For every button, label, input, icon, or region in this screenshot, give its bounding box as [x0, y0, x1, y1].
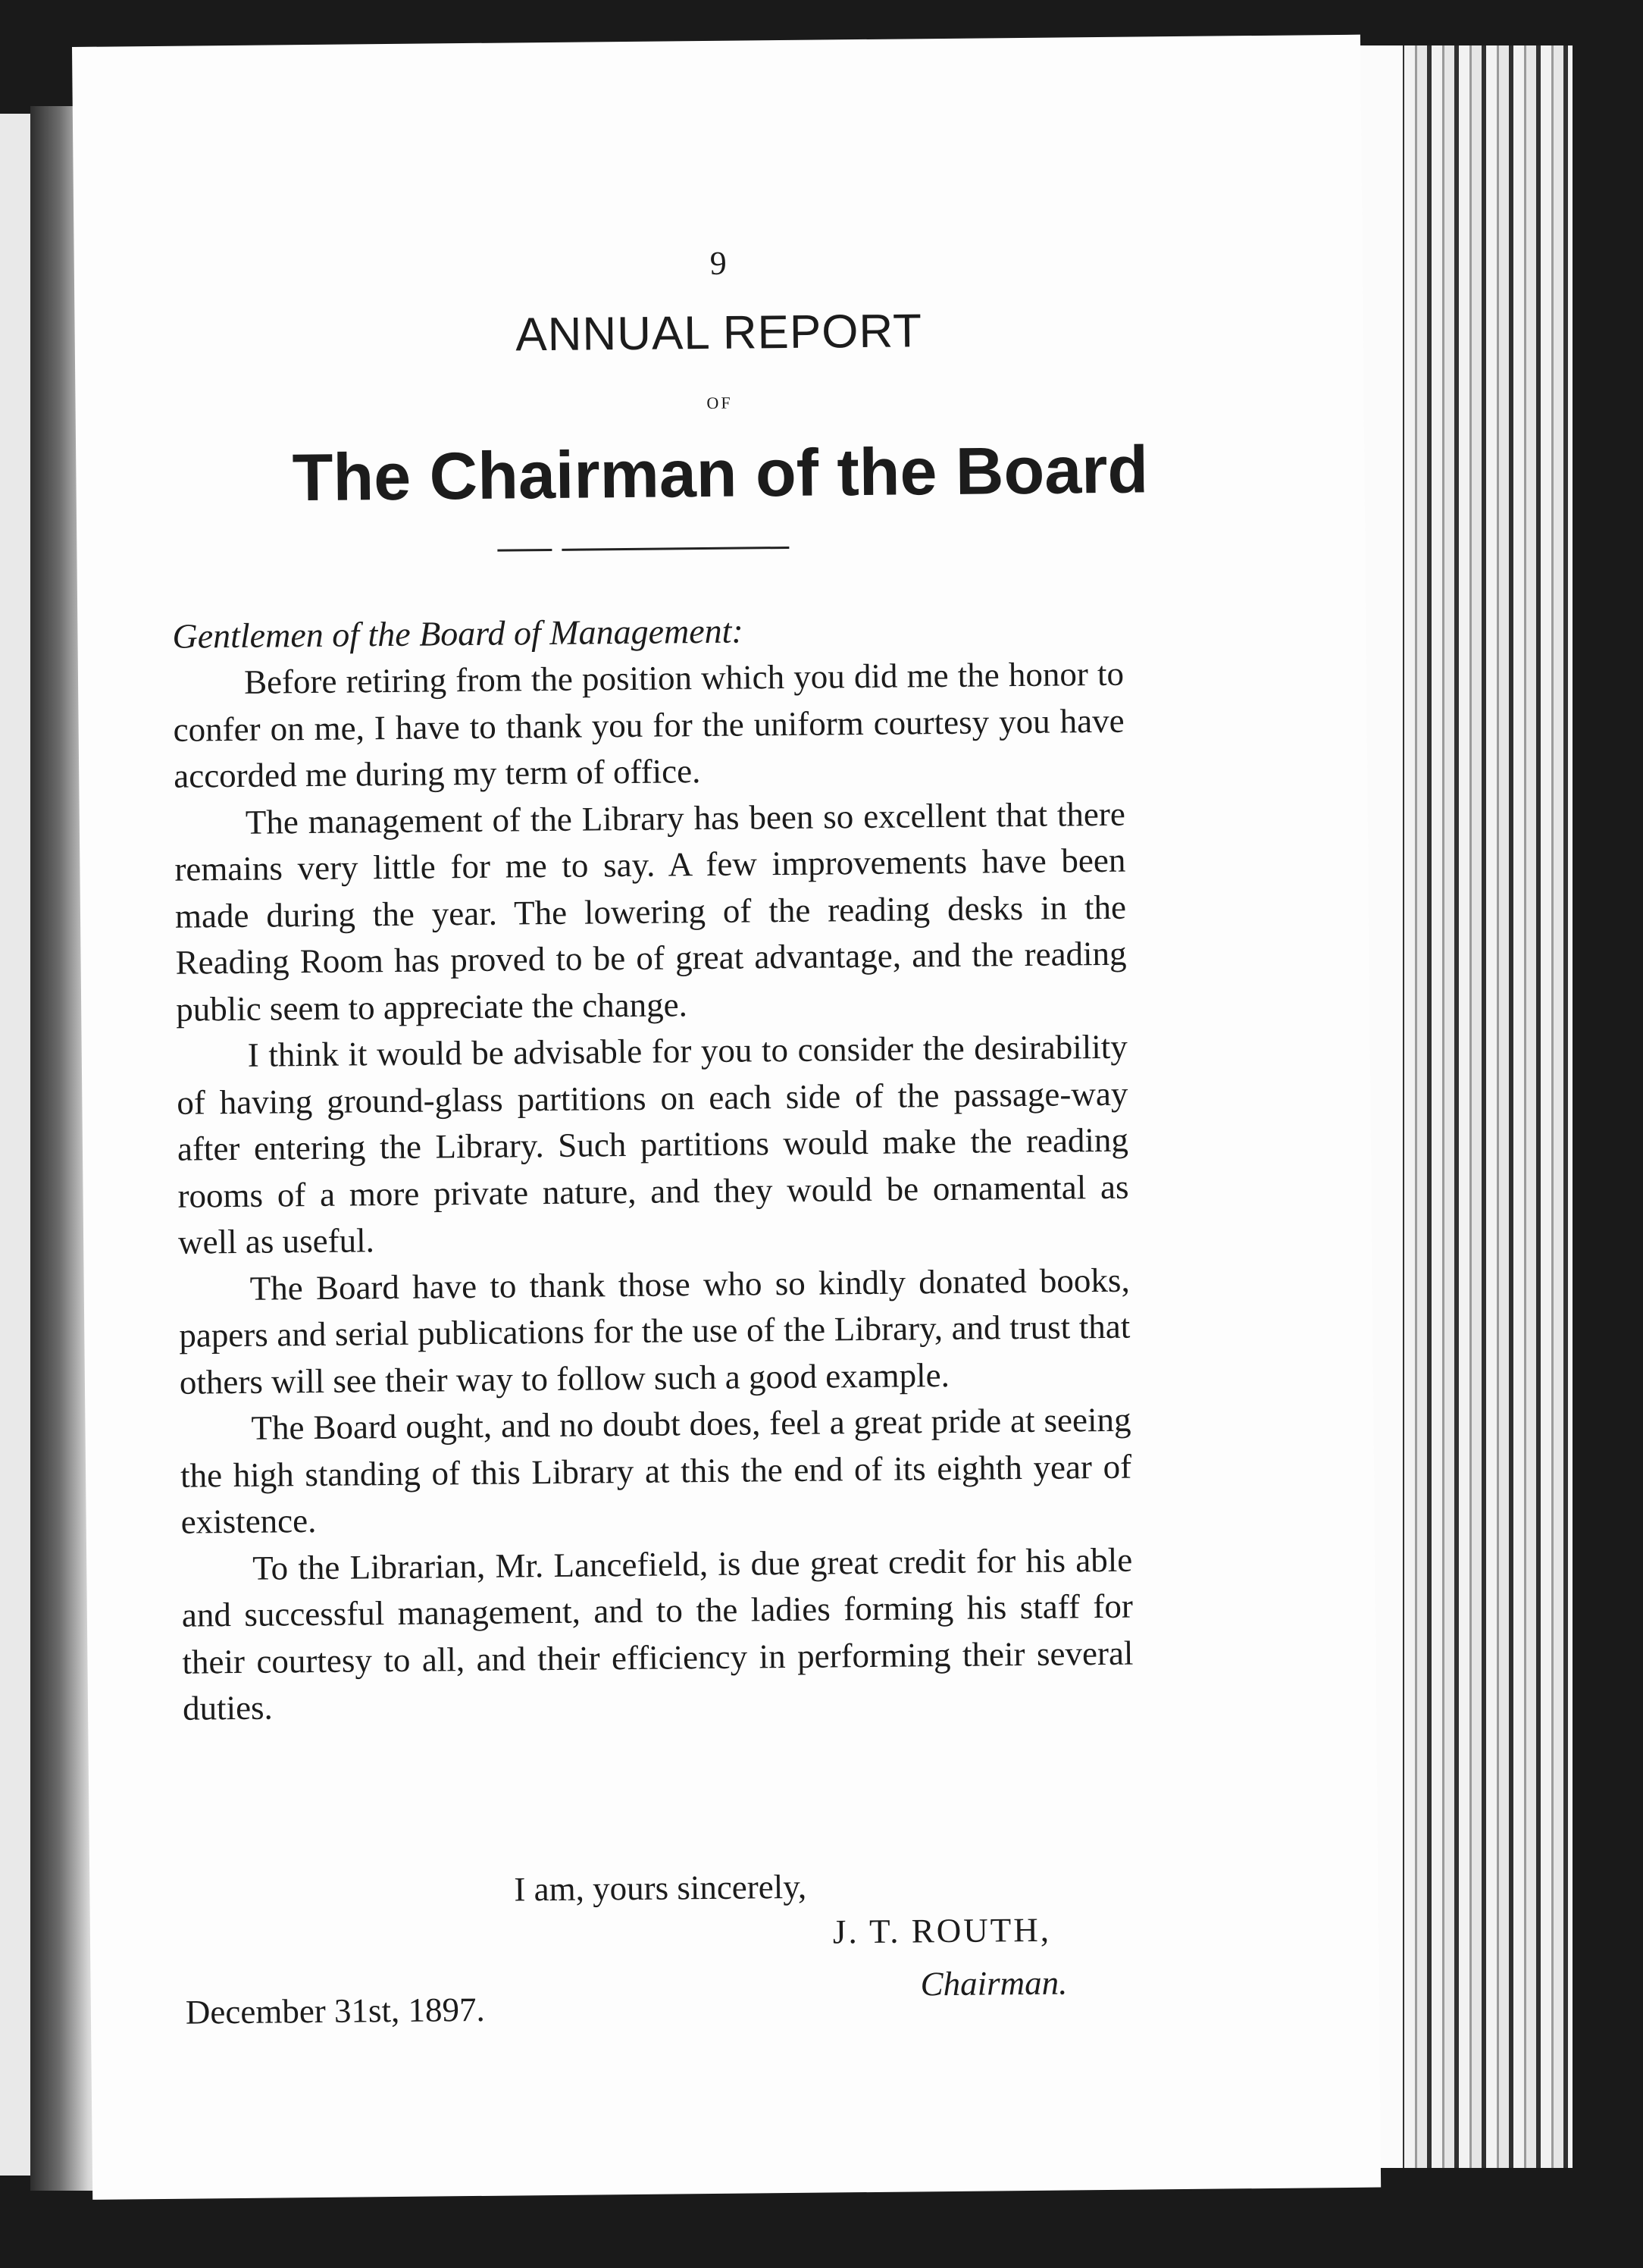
- signer-title: Chairman.: [920, 1963, 1068, 2003]
- letter-salutation: Gentlemen of the Board of Management:: [172, 611, 743, 656]
- letter-date: December 31st, 1897.: [185, 1990, 486, 2031]
- page-title: The Chairman of the Board: [292, 431, 1149, 515]
- letter-paragraph: To the Librarian, Mr. Lancefield, is due great credit for his able and successful management, and to the ladies forming his staff for their courtesy to all, and their efficiency in performing their several duties.: [181, 1540, 1134, 1728]
- signer-name: J. T. ROUTH,: [832, 1910, 1052, 1951]
- page-number: 9: [709, 244, 728, 282]
- letter-closing: I am, yours sincerely,: [514, 1867, 807, 1909]
- letter-paragraph: The Board have to thank those who so kindly donated books, papers and serial publications for the use of the Library, and trust that others will see their way to follow such a good example.: [179, 1261, 1131, 1402]
- letter-paragraph: I think it would be advisable for you to consider the desirability of having ground-glass partitions on each side of the passage-way after entering the Library. Such partitions would make the reading rooms of a more private nature, and they would be ornamental as well as useful.: [177, 1027, 1129, 1261]
- page-content: [72, 35, 1381, 2200]
- title-rule-short: [497, 549, 552, 552]
- letter-paragraph: The Board ought, and no doubt does, feel a great pride at seeing the high standing of this Library at this the end of its eighth year of existence.: [180, 1400, 1132, 1541]
- letter-paragraph: The management of the Library has been so excellent that there remains very little for me to say. A few improvements have been made during the year. The lowering of the reading desks in the Reading Room has proved to be of great advantage, and the reading public seem to appreciate the change.: [174, 794, 1127, 1029]
- title-rule-long: [562, 547, 789, 551]
- letter-body: [173, 651, 1134, 1732]
- document-page: [72, 35, 1381, 2200]
- letter-paragraph: Before retiring from the position which you did me the honor to confer on me, I have to thank you for the uniform courtesy you have accorded me during my term of office.: [173, 654, 1125, 795]
- report-heading: ANNUAL REPORT: [515, 305, 923, 362]
- heading-connector: OF: [706, 393, 733, 412]
